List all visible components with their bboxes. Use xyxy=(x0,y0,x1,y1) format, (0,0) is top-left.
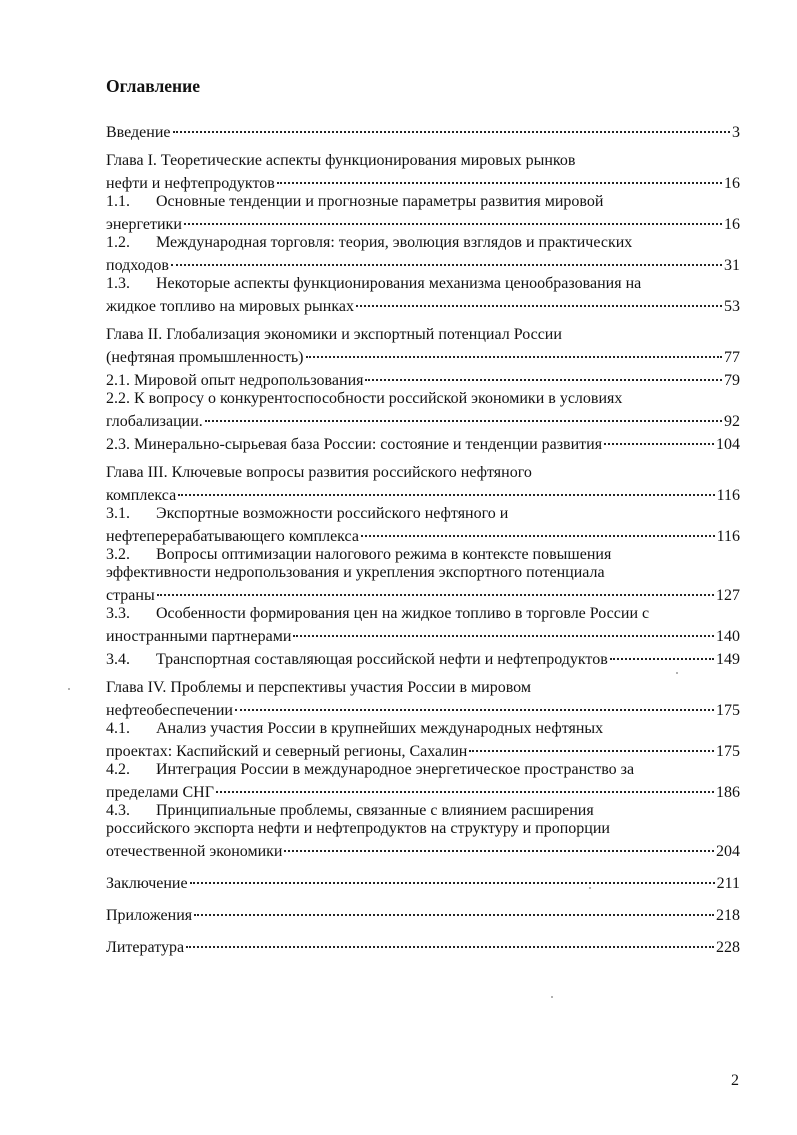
scan-speck xyxy=(589,887,591,889)
table-of-contents xyxy=(106,116,740,957)
dot-leader xyxy=(235,693,714,711)
section-title: Особенности формирования цен на жидкое топливо в торговле России с xyxy=(156,605,650,622)
toc-leader-line xyxy=(106,738,740,761)
dot-leader xyxy=(205,404,722,422)
toc-page-number: 31 xyxy=(724,257,740,274)
toc-chapter-2[interactable] xyxy=(106,326,740,367)
toc-leader-line xyxy=(106,367,740,390)
toc-leader-line xyxy=(106,523,740,546)
toc-section[interactable] xyxy=(106,275,740,316)
section-title-continuation: энергетики xyxy=(106,216,182,233)
toc-page-number: 79 xyxy=(724,372,740,389)
dot-leader xyxy=(194,898,714,916)
section-title: Принципиальные проблемы, связанные с влиянием расширения xyxy=(156,802,594,819)
toc-page-number: 104 xyxy=(716,436,740,453)
toc-leader-line xyxy=(106,697,740,720)
dot-leader xyxy=(610,642,714,660)
dot-leader xyxy=(306,340,723,358)
dot-leader xyxy=(186,930,714,948)
section-title: Транспортная составляющая российской нефти и нефтепродуктов xyxy=(156,651,608,668)
toc-entry-title: Приложения xyxy=(106,907,193,924)
toc-entry-title: Заключение xyxy=(106,875,188,892)
toc-leader-line xyxy=(106,293,740,316)
section-title-continuation: подходов xyxy=(106,257,169,274)
section-title: Интеграция России в международное энергетическое пространство за xyxy=(156,761,635,778)
section-first-line xyxy=(106,546,740,564)
chapter-title-line: Глава III. Ключевые вопросы развития российского нефтяного xyxy=(106,464,532,481)
toc-leader-line xyxy=(106,838,740,861)
toc-chapter-3[interactable] xyxy=(106,464,740,505)
section-number: 4.1. xyxy=(106,720,130,737)
section-title-line: российского экспорта нефти и нефтепродуктов на структуру и пропорции xyxy=(106,820,610,837)
dot-leader xyxy=(361,519,715,537)
toc-leader-line xyxy=(106,252,740,275)
section-title-continuation: иностранными партнерами xyxy=(106,628,292,645)
dot-leader xyxy=(469,734,714,752)
toc-leader-line xyxy=(106,646,740,669)
toc-entry-title: Литература xyxy=(106,939,185,956)
toc-section[interactable] xyxy=(106,646,740,669)
toc-leader-line xyxy=(106,119,740,142)
section-number: 1.3. xyxy=(106,275,130,292)
section-title: 2.1. Мировой опыт недропользования xyxy=(106,372,364,389)
toc-page-number: 77 xyxy=(724,349,740,366)
dot-leader xyxy=(157,578,714,596)
toc-chapter-1[interactable] xyxy=(106,152,740,193)
toc-entry-references[interactable] xyxy=(106,934,740,957)
toc-section[interactable] xyxy=(106,761,740,802)
toc-section[interactable] xyxy=(106,234,740,275)
dot-leader xyxy=(216,775,714,793)
dot-leader xyxy=(173,115,731,133)
chapter-title-line: Глава II. Глобализация экономики и экспортный потенциал России xyxy=(106,326,562,343)
toc-page-number: 204 xyxy=(716,843,740,860)
section-number: 4.2. xyxy=(106,761,130,778)
toc-page-number: 175 xyxy=(716,743,740,760)
toc-heading: Оглавление xyxy=(106,76,200,96)
toc-page-number: 211 xyxy=(716,875,740,892)
chapter-title-continuation: комплекса xyxy=(106,487,177,504)
toc-page-number: 53 xyxy=(724,298,740,315)
toc-page-number: 92 xyxy=(724,413,740,430)
section-title-continuation: страны xyxy=(106,587,155,604)
toc-leader-line xyxy=(106,582,740,605)
toc-section[interactable] xyxy=(106,546,740,605)
section-number: 3.4. xyxy=(106,651,130,668)
toc-entry-conclusion[interactable] xyxy=(106,870,740,893)
dot-leader xyxy=(190,866,715,884)
dot-leader xyxy=(356,289,722,307)
toc-section[interactable] xyxy=(106,505,740,546)
section-number: 4.3. xyxy=(106,802,130,819)
toc-section[interactable] xyxy=(106,605,740,646)
toc-entry-introduction[interactable] xyxy=(106,119,740,142)
scan-speck xyxy=(68,688,70,690)
dot-leader xyxy=(184,207,722,225)
dot-leader xyxy=(604,427,714,445)
section-title: Анализ участия России в крупнейших международных нефтяных xyxy=(156,720,604,737)
toc-section[interactable] xyxy=(106,802,740,861)
toc-leader-line xyxy=(106,482,740,505)
chapter-title-continuation: (нефтяная промышленность) xyxy=(106,349,304,366)
section-title: 2.3. Минерально-сырьевая база России: состояние и тенденции развития xyxy=(106,436,603,453)
chapter-title-line: Глава IV. Проблемы и перспективы участия России в мировом xyxy=(106,679,531,696)
section-title: Вопросы оптимизации налогового режима в контексте повышения xyxy=(156,546,612,563)
section-number: 3.2. xyxy=(106,546,130,563)
dot-leader xyxy=(178,478,714,496)
scan-speck xyxy=(551,996,553,998)
section-first-line xyxy=(106,802,740,820)
toc-page-number: 175 xyxy=(716,702,740,719)
dot-leader xyxy=(171,248,722,266)
section-number: 3.1. xyxy=(106,505,130,522)
toc-page-number: 140 xyxy=(716,628,740,645)
section-title: 2.2. К вопросу о конкурентоспособности российской экономики в условиях xyxy=(106,390,623,407)
section-number: 1.1. xyxy=(106,193,130,210)
toc-section[interactable] xyxy=(106,390,740,431)
toc-leader-line xyxy=(106,934,740,957)
section-number: 3.3. xyxy=(106,605,130,622)
toc-page-number: 16 xyxy=(724,216,740,233)
toc-chapter-4[interactable] xyxy=(106,679,740,720)
toc-page-number: 127 xyxy=(716,587,740,604)
chapter-title-continuation: нефти и нефтепродуктов xyxy=(106,175,275,192)
toc-page-number: 16 xyxy=(724,175,740,192)
page-number: 2 xyxy=(731,1072,739,1089)
section-title-line: эффективности недропользования и укрепления экспортного потенциала xyxy=(106,564,605,581)
toc-section[interactable] xyxy=(106,193,740,234)
toc-page-number: 149 xyxy=(716,651,740,668)
toc-section[interactable] xyxy=(106,720,740,761)
toc-leader-line xyxy=(106,170,740,193)
toc-page-number: 186 xyxy=(716,784,740,801)
toc-leader-line xyxy=(106,779,740,802)
toc-section[interactable] xyxy=(106,431,740,454)
toc-leader-line xyxy=(106,870,740,893)
toc-leader-line xyxy=(106,211,740,234)
section-title: Некоторые аспекты функционирования механизма ценообразования на xyxy=(156,275,642,292)
dot-leader xyxy=(284,834,714,852)
chapter-title-line: Глава I. Теоретические аспекты функционирования мировых рынков xyxy=(106,152,576,169)
dot-leader xyxy=(293,619,714,637)
dot-leader xyxy=(277,166,722,184)
chapter-title-continuation: нефтеобеспечении xyxy=(106,702,233,719)
section-number: 1.2. xyxy=(106,234,130,251)
section-title-continuation: нефтеперерабатывающего комплекса xyxy=(106,528,359,545)
dot-leader xyxy=(365,363,722,381)
toc-page-number: 116 xyxy=(716,528,740,545)
section-title-continuation: отечественной экономики xyxy=(106,843,283,860)
toc-section[interactable] xyxy=(106,367,740,390)
toc-leader-line xyxy=(106,902,740,925)
toc-entry-appendices[interactable] xyxy=(106,902,740,925)
section-title-continuation: проектах: Каспийский и северный регионы, Сахалин xyxy=(106,743,468,760)
section-title-continuation: глобализации. xyxy=(106,413,203,430)
section-title-continuation: пределами СНГ xyxy=(106,784,214,801)
toc-entry-title: Введение xyxy=(106,124,171,141)
section-title: Международная торговля: теория, эволюция взглядов и практических xyxy=(156,234,633,251)
section-title-continuation: жидкое топливо на мировых рынках xyxy=(106,298,354,315)
toc-page-number: 3 xyxy=(732,124,740,141)
scan-speck xyxy=(676,672,678,674)
toc-page-number: 218 xyxy=(716,907,740,924)
section-title: Экспортные возможности российского нефтяного и xyxy=(156,505,509,522)
toc-page-number: 228 xyxy=(716,939,740,956)
toc-leader-line xyxy=(106,431,740,454)
section-title: Основные тенденции и прогнозные параметры развития мировой xyxy=(156,193,604,210)
toc-page-number: 116 xyxy=(716,487,740,504)
